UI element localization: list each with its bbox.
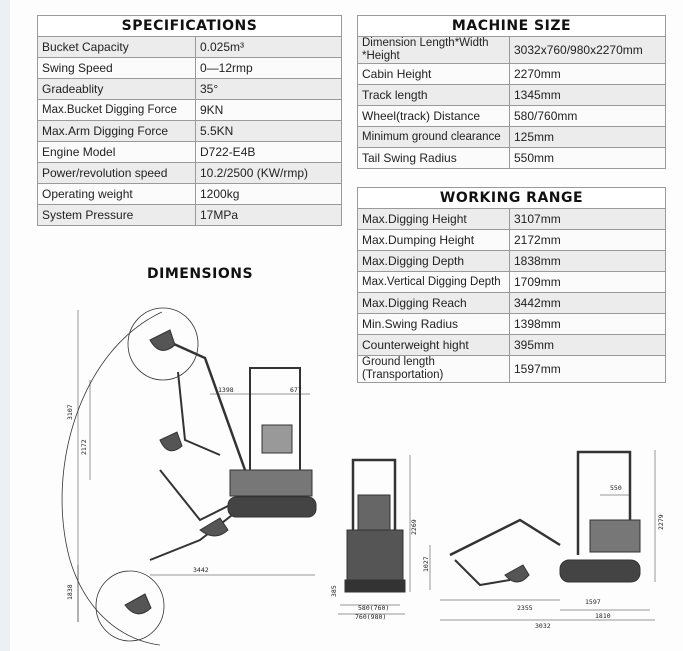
spec-label: Engine Model (38, 142, 196, 163)
transport-track-label: 2355 (517, 604, 533, 612)
spec-label: System Pressure (38, 205, 196, 226)
working-range-label: Max.Digging Depth (358, 251, 510, 272)
spec-value: 0—12rmp (196, 58, 342, 79)
front-view-drawing (338, 455, 410, 614)
spec-value: 1200kg (196, 184, 342, 205)
working-range-value: 2172mm (510, 230, 666, 251)
machine-size-value: 2270mm (510, 64, 666, 85)
spec-value: 17MPa (196, 205, 342, 226)
side-depth-label: 1838 (66, 584, 74, 600)
working-range-label: Max.Digging Height (358, 209, 510, 230)
front-width-label: 580(760) (358, 604, 390, 612)
machine-size-label: Cabin Height (358, 64, 510, 85)
working-range-value: 1597mm (510, 356, 666, 383)
spec-label: Operating weight (38, 184, 196, 205)
side-tail-label: 677 (290, 386, 302, 394)
side-height-label: 3107 (66, 404, 74, 420)
spec-label: Max.Bucket Digging Force (38, 100, 196, 121)
spec-value: 0.025m³ (196, 37, 342, 58)
machine-size-value: 550mm (510, 148, 666, 169)
machine-size-title: MACHINE SIZE (358, 16, 666, 37)
machine-size-value: 125mm (510, 127, 666, 148)
spec-value: 5.5KN (196, 121, 342, 142)
spec-value: 35° (196, 79, 342, 100)
machine-size-label: Wheel(track) Distance (358, 106, 510, 127)
working-range-label: Max.Vertical Digging Depth (358, 272, 510, 293)
machine-size-label: Dimension Length*Width *Height (358, 37, 510, 64)
working-range-value: 3107mm (510, 209, 666, 230)
working-range-value: 1709mm (510, 272, 666, 293)
spec-value: 9KN (196, 100, 342, 121)
transport-length-label: 3032 (535, 622, 551, 630)
spec-label: Max.Arm Digging Force (38, 121, 196, 142)
side-dump-label: 2172 (80, 439, 88, 455)
machine-size-label: Minimum ground clearance (358, 127, 510, 148)
working-range-value: 3442mm (510, 293, 666, 314)
working-range-value: 1398mm (510, 314, 666, 335)
front-width2-label: 760(980) (355, 613, 387, 621)
transport-view-drawing (430, 450, 655, 620)
transport-track2-label: 1810 (595, 612, 611, 620)
spec-value: D722-E4B (196, 142, 342, 163)
machine-size-value: 3032x760/980x2270mm (510, 37, 666, 64)
working-range-label: Max.Digging Reach (358, 293, 510, 314)
machine-size-value: 580/760mm (510, 106, 666, 127)
spec-label: Swing Speed (38, 58, 196, 79)
machine-size-value: 1345mm (510, 85, 666, 106)
working-range-value: 395mm (510, 335, 666, 356)
side-view-drawing (62, 308, 316, 645)
transport-h-label: 1027 (422, 556, 430, 572)
working-range-label: Counterweight hight (358, 335, 510, 356)
spec-label: Bucket Capacity (38, 37, 196, 58)
spec-label: Power/revolution speed (38, 163, 196, 184)
transport-cab-height-label: 2279 (657, 514, 665, 530)
working-range-label: Ground length (Transportation) (358, 356, 510, 383)
spec-value: 10.2/2500 (KW/rmp) (196, 163, 342, 184)
front-gap-label: 385 (330, 585, 338, 597)
working-range-title: WORKING RANGE (358, 188, 666, 209)
dimensions-title: DIMENSIONS (147, 266, 254, 282)
specifications-title: SPECIFICATIONS (38, 16, 342, 37)
front-height-label: 2269 (410, 519, 418, 535)
side-swing-label: 1398 (218, 386, 234, 394)
working-range-label: Max.Dumping Height (358, 230, 510, 251)
machine-size-label: Track length (358, 85, 510, 106)
transport-ground-label: 1597 (585, 598, 601, 606)
transport-top-label: 550 (610, 484, 622, 492)
working-range-value: 1838mm (510, 251, 666, 272)
machine-size-label: Tail Swing Radius (358, 148, 510, 169)
spec-label: Gradeablity (38, 79, 196, 100)
side-reach-label: 3442 (193, 566, 209, 574)
working-range-label: Min.Swing Radius (358, 314, 510, 335)
